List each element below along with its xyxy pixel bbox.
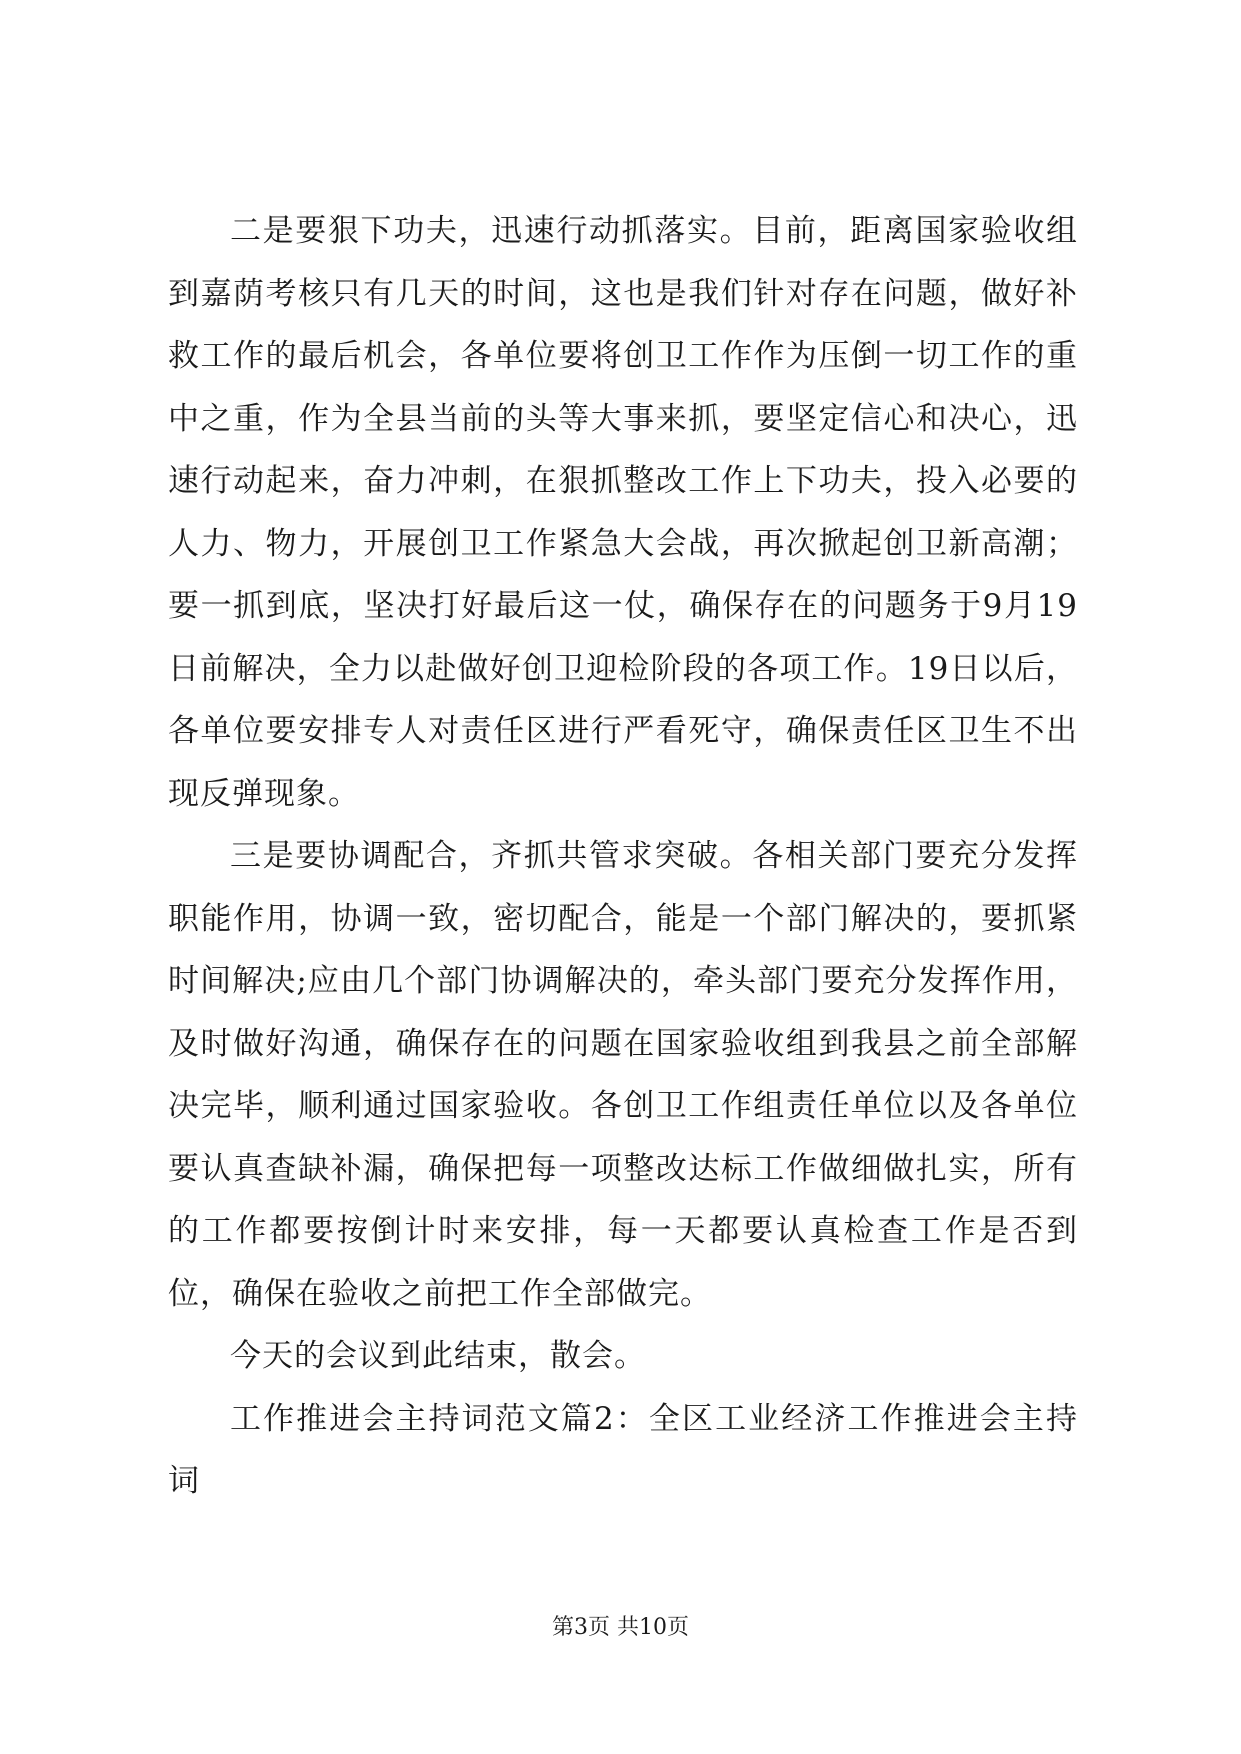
paragraph-coordination: 三是要协调配合，齐抓共管求突破。各相关部门要充分发挥职能作用，协调一致，密切配合，能是一个部门解决的，要抓紧时间解决;应由几个部门协调解决的，牵头部门要充分发挥作用，及时做好沟通，确保存在的问题在国家验收组到我县之前全部解决完毕，顺利通过国家验收。各创卫工作组责任单位以及各单位要认真查缺补漏，确保把每一项整改达标工作做细做扎实，所有的工作都要按倒计时来安排，每一天都要认真检查工作是否到位，确保在验收之前把工作全部做完。 — [168, 838, 1078, 1312]
paragraph-work-implementation: 二是要狠下功夫，迅速行动抓落实。目前，距离国家验收组到嘉荫考核只有几天的时间，这也是我们针对存在问题，做好补救工作的最后机会，各单位要将创卫工作作为压倒一切工作的重中之重，作为全县当前的头等大事来抓，要坚定信心和决心，迅速行动起来，奋力冲刺，在狠抓整改工作上下功夫，投入必要的人力、物力，开展创卫工作紧急大会战，再次掀起创卫新高潮；要一抓到底，坚决打好最后这一仗，确保存在的问题务于9月19日前解决，全力以赴做好创卫迎检阶段的各项工作。19日以后，各单位要安排专人对责任区进行严看死守，确保责任区卫生不出现反弹现象。 — [168, 213, 1078, 812]
paragraph-closing: 今天的会议到此结束，散会。 — [230, 1338, 646, 1374]
document-body — [168, 200, 1078, 1513]
page-number-footer: 第3页 共10页 — [552, 1615, 689, 1640]
paragraph-next-article-title: 工作推进会主持词范文篇2：全区工业经济工作推进会主持词 — [168, 1400, 1078, 1499]
